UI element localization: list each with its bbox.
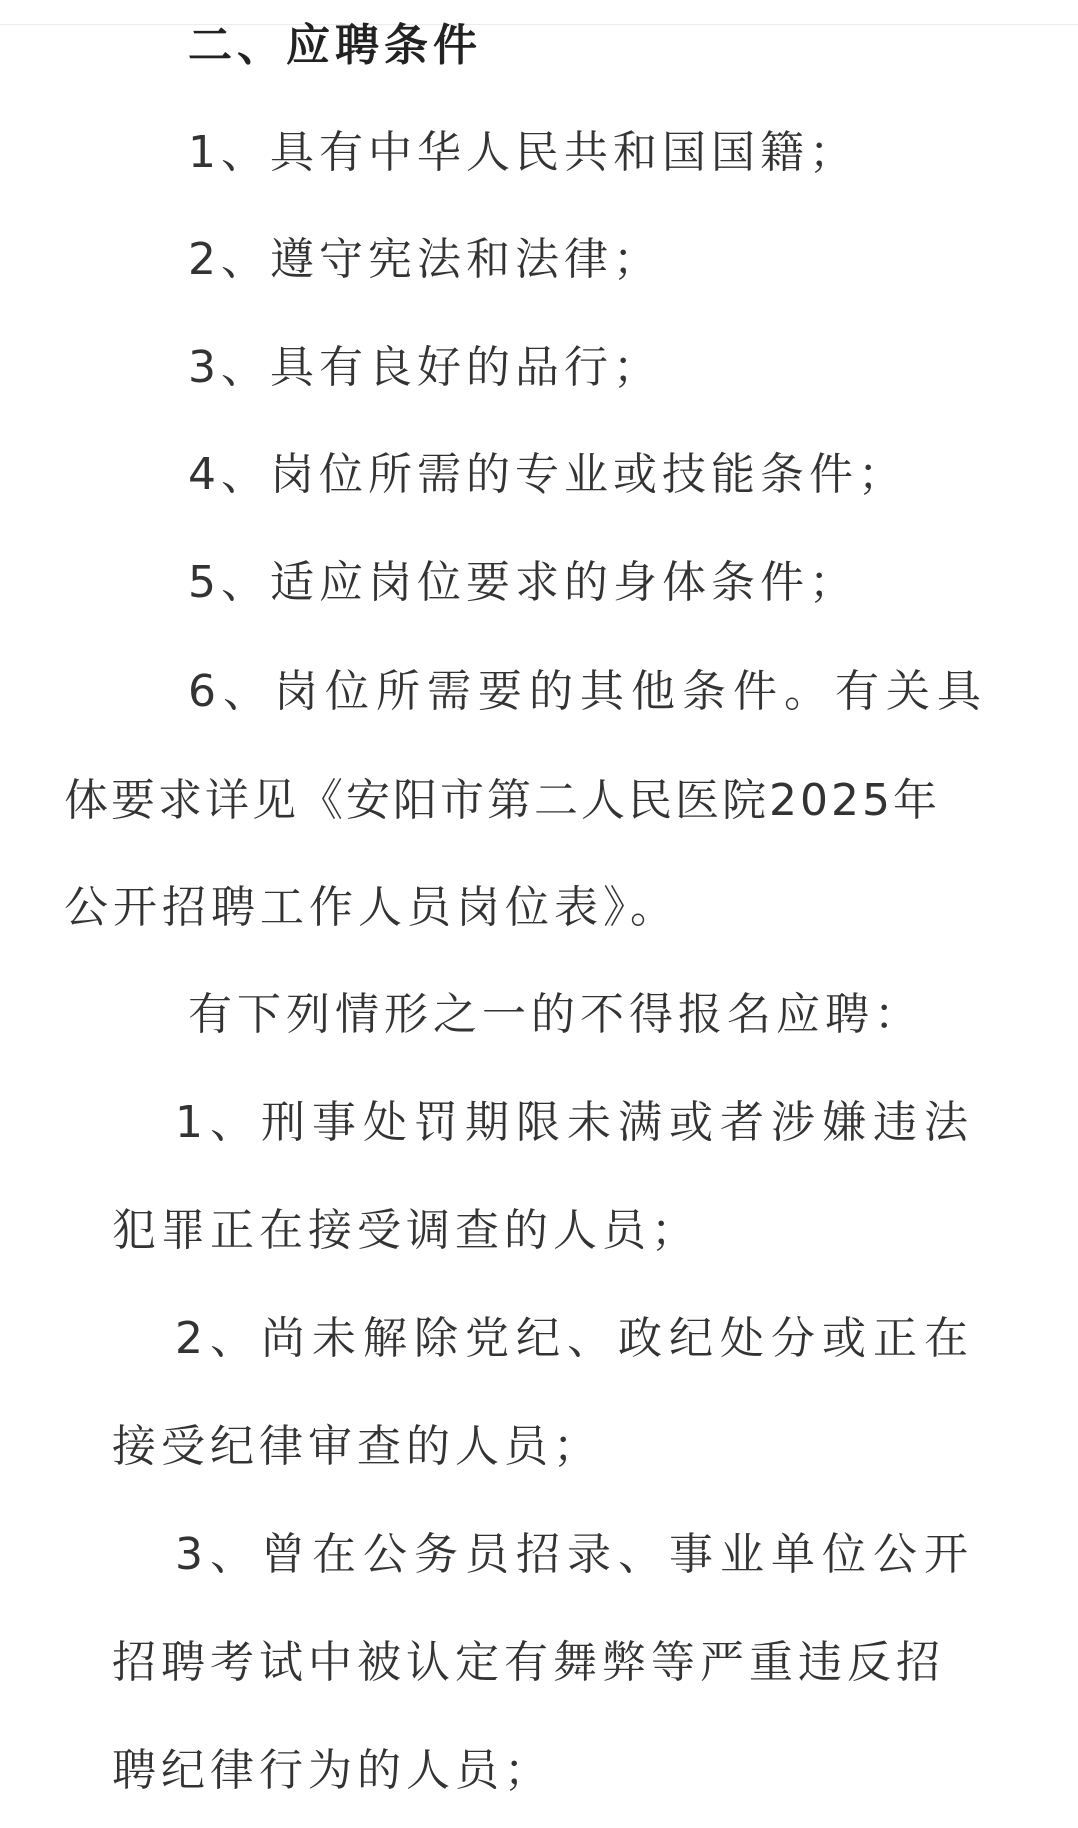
exclusion-item-2-line-2: 接受纪律审查的人员； <box>112 1421 602 1472</box>
condition-item-6-line-1: 6、岗位所需要的其他条件。有关具 <box>188 666 988 717</box>
condition-item-5: 5、适应岗位要求的身体条件； <box>188 557 858 608</box>
condition-item-3: 3、具有良好的品行； <box>188 342 662 393</box>
condition-item-6-line-2: 体要求详见《安阳市第二人民医院2025年 <box>64 775 940 826</box>
condition-item-4: 4、岗位所需的专业或技能条件； <box>188 449 907 500</box>
exclusion-intro: 有下列情形之一的不得报名应聘： <box>188 989 923 1040</box>
exclusion-item-3-line-2: 招聘考试中被认定有舞弊等严重违反招 <box>112 1637 945 1688</box>
exclusion-item-2-line-1: 2、尚未解除党纪、政纪处分或正在 <box>175 1313 975 1364</box>
exclusion-item-3-line-1: 3、曾在公务员招录、事业单位公开 <box>175 1529 975 1580</box>
exclusion-item-1-line-2: 犯罪正在接受调查的人员； <box>112 1205 700 1256</box>
condition-item-6-line-3: 公开招聘工作人员岗位表》。 <box>64 882 679 933</box>
exclusion-item-3-line-3: 聘纪律行为的人员； <box>112 1745 553 1796</box>
top-divider <box>0 24 1078 25</box>
condition-item-1: 1、具有中华人民共和国国籍； <box>188 127 858 178</box>
condition-item-2: 2、遵守宪法和法律； <box>188 234 662 285</box>
section-heading: 二、应聘条件 <box>188 20 482 71</box>
exclusion-item-1-line-1: 1、刑事处罚期限未满或者涉嫌违法 <box>175 1097 975 1148</box>
